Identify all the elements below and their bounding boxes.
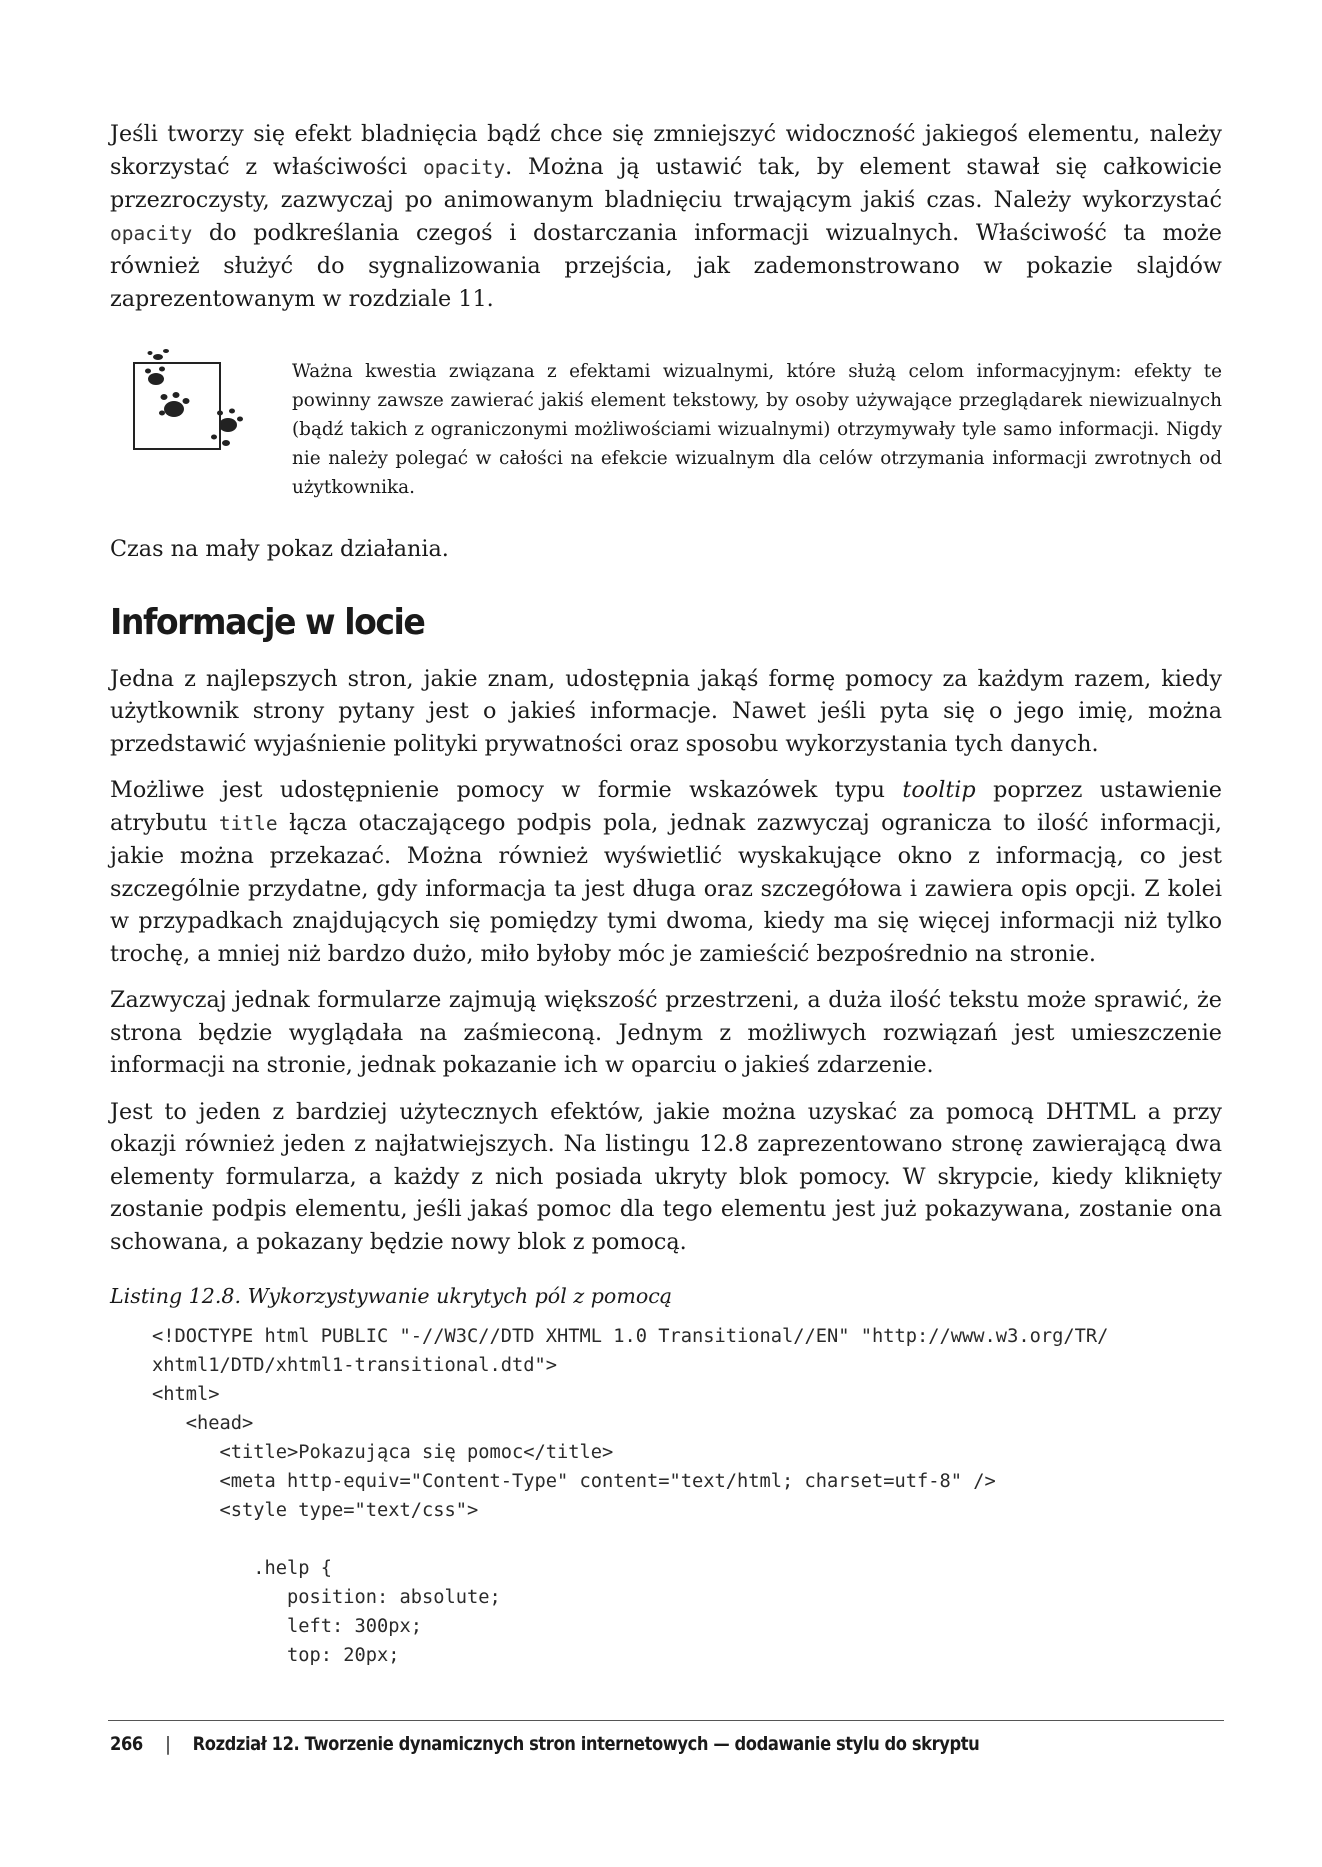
note-text: Ważna kwestia związana z efektami wizualnymi, które służą celom informacyjnym: efekty te powinny zawsze zawierać jakiś element tekstowy, by osoby używające przeglądarek niewizualnych (bądź takich z ograniczonymi możliwościami wizualnymi) otrzymywały tyle samo informacji. Nigdy nie należy polegać w całości na efekcie wizualnym dla celów otrzymania informacji zwrotnych od użytkownika. <box>292 361 1222 498</box>
listing-caption: Listing 12.8. Wykorzystywanie ukrytych pól z pomocą <box>110 1284 673 1308</box>
section-paragraph-1: Jedna z najlepszych stron, jakie znam, udostępnia jakąś formę pomocy za każdym razem, kiedy użytkownik strony pytany jest o jakieś informacje. Nawet jeśli pyta się o jego imię, można przedstawić wyjaśnienie polityki prywatności oraz sposobu wykorzystania tych danych. <box>110 665 1222 757</box>
footer-separator: | <box>165 1733 171 1755</box>
tooltip-term: tooltip <box>902 777 976 803</box>
code-listing: <!DOCTYPE html PUBLIC "-//W3C//DTD XHTML 1.0 Transitional//EN" "http://www.w3.org/TR/ xhtml1/DTD/xhtml1-transitional.dtd"> <html> <head> <title>Pokazująca się pomoc</title> <meta http-equiv="Content-Type" content="text/html; charset=utf-8" /> <style type="text/css"> .help { position: absolute; left: 300px; top: 20px; <box>152 1326 1109 1666</box>
intro-text-2: . Można ją ustawić tak, by element stawał się całkowicie przezroczysty, zazwyczaj po animowanym bladnięciu trwającym jakiś czas. Należy wykorzystać <box>110 153 1222 213</box>
page-content <box>110 118 1222 1670</box>
section-paragraph-4: Jest to jeden z bardziej użytecznych efektów, jakie można uzyskać za pomocą DHTML a przy okazji również jeden z najłatwiejszych. Na listingu 12.8 zaprezentowano stronę zawierającą dwa elementy formularza, a każdy z nich posiada ukryty blok pomocy. W skrypcie, kiedy kliknięty zostanie podpis elementu, jeśli jakaś pomoc dla tego elementu jest już pokazywana, zostanie ona schowana, a pokazany będzie nowy blok z pomocą. <box>110 1098 1222 1255</box>
section-paragraph-3: Zazwyczaj jednak formularze zajmują większość przestrzeni, a duża ilość tekstu może sprawić, że strona będzie wyglądała na zaśmieconą. Jednym z możliwych rozwiązań jest umieszczenie informacji na stronie, jednak pokazanie ich w oparciu o jakieś zdarzenie. <box>110 987 1222 1078</box>
p2-text-b: poprzez ustawienie atrybutu <box>110 777 1223 836</box>
note-box <box>110 345 1222 507</box>
footer-divider <box>108 1720 1224 1721</box>
chapter-title: Rozdział 12. Tworzenie dynamicznych stron internetowych — dodawanie stylu do skryptu <box>192 1733 980 1755</box>
page-footer <box>110 1733 979 1755</box>
intro-paragraph <box>110 118 1222 315</box>
p2-text-a: Możliwe jest udostępnienie pomocy w formie wskazówek typu <box>110 777 903 803</box>
opacity-code-1: opacity <box>422 155 506 179</box>
title-code: title <box>218 811 278 835</box>
intro-text-1: Jeśli tworzy się efekt bladnięcia bądź chce się zmniejszyć widoczność jakiegoś elementu, należy skorzystać z właściwości <box>110 121 1222 180</box>
p2-text-c: łącza otaczającego podpis pola, jednak zazwyczaj ogranicza to ilość informacji, jakie można przekazać. Można również wyświetlić wyskakujące okno z informacją, co jest szczególnie przydatne, gdy informacja ta jest długa oraz szczegółowa i zawiera opis opcji. Z kolei w przypadkach znajdujących się pomiędzy tymi dwoma, kiedy ma się więcej informacji niż tylko trochę, a mniej niż bardzo dużo, miło byłoby móc je zamieścić bezpośrednio na stronie. <box>110 809 1222 967</box>
paw-prints-icon <box>128 345 256 465</box>
opacity-code-2: opacity <box>110 221 193 245</box>
intro-text-3: do podkreślania czegoś i dostarczania informacji wizualnych. Właściwość ta może również służyć do sygnalizowania przejścia, jak zademonstrowano w pokazie slajdów zaprezentowanym w rozdziale 11. <box>110 219 1222 312</box>
section-heading: Informacje w locie <box>110 601 425 643</box>
demo-line: Czas na mały pokaz działania. <box>110 536 449 562</box>
section-paragraph-2 <box>110 774 1222 970</box>
page-number: 266 <box>110 1733 143 1755</box>
